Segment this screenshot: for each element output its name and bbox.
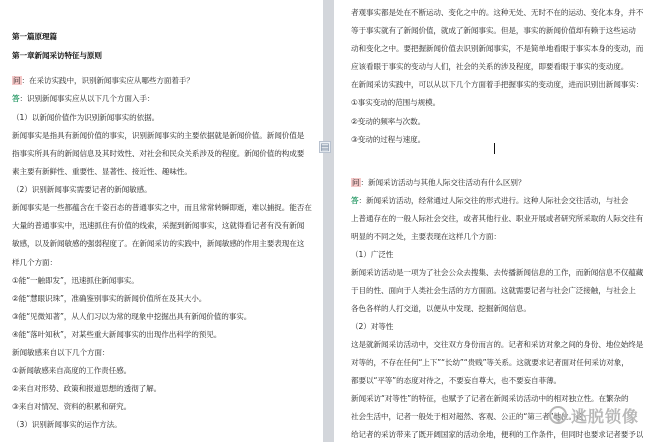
text-line: 于目的性、面向于人类社会生活的方方面面。这就需要记者与社会广泛接触，与社会上 (351, 286, 636, 295)
text-line: 在新闻采访实践中，可以从以下几个方面着手把握事实的变动度，进而识别出新闻事实： (351, 80, 644, 89)
gutter-doc-icon[interactable]: ▤ (320, 142, 330, 153)
answer-2-text: ：新闻采访活动，经常通过人际交往的形式进行。这种人际社会交往活动，与社会 (358, 196, 629, 205)
text-line: 明显的不同之处，主要表现在这样几个方面： (351, 232, 501, 241)
text-line: 应该看眼于事实的变动与人们，社会的关系的涉及程度，即要看眼于事实的变动度。 (351, 62, 629, 71)
text-line: ④能“落叶知秋”，对某些重大新闻事实的出现作出科学的预见。 (12, 330, 222, 339)
text-line: 给记者的采访带来了既开阔国家的活动余地，便利的工作条件，但同时也要求记者要予以 (351, 430, 644, 439)
text-line: （1）以新闻价值作为识别新闻事实的依据。 (12, 113, 160, 122)
watermark-logo-icon (549, 406, 567, 424)
text-line: 新闻采访活动是一项为了社会公众去搜集、去传播新闻信息的工作，而新闻信息不仅蕴藏 (351, 268, 644, 277)
text-line: ②能“慧眼识珠”，准确鉴别事实的新闻价值所在及其大小。 (12, 294, 207, 303)
part-title: 第一篇原理篇 (12, 32, 57, 41)
watermark (549, 402, 659, 430)
text-line: ②来自对形势、政策和报道思想的透彻了解。 (12, 384, 162, 393)
question-1-text: ：在采访实践中，识别新闻事实应从哪些方面着手？ (21, 76, 194, 85)
text-line: ①事实变动的范围与规模。 (351, 98, 441, 107)
text-line: （2）识别新闻事实需要记者的新闻敏感。 (12, 185, 152, 194)
answer-2 (351, 196, 628, 206)
answer-2-label: 答 (351, 196, 359, 205)
text-line: 这是就新闻采访活动中，交往双方身份而言的。记者和采访对象之间的身份、地位始终是 (351, 340, 644, 349)
question-2-label: 问 (352, 178, 360, 187)
watermark-text: 逃脱锁像 (571, 407, 640, 426)
text-line: ③变动的过程与速度。 (351, 135, 426, 144)
text-line: 样几个方面： (12, 258, 57, 267)
chapter-title: 第一章新闻采访特征与原则 (12, 51, 102, 60)
text-line: 新闻事实是一些都蕴含在千姿百态的普通事实之中，而且常常转瞬即逝，难以捕捉。能否在 (12, 203, 312, 212)
question-2-text: ：新闻采访活动与其他人际交往活动有什么区别？ (360, 178, 526, 187)
text-line: 等于事实就有了新闻价值，就成了新闻事实。但是，事实的新闻价值却有赖于这些运动 (351, 26, 636, 35)
text-line: ②变动的频率与次数。 (351, 117, 426, 126)
text-line: 对等的，不存在任何“上下”“长幼”“贵贱”等关系。这就要求记者面对任何采访对象， (351, 358, 629, 367)
text-line: ①新闻敏感来自高度的工作责任感。 (12, 366, 132, 375)
text-line: （1）广泛性 (351, 250, 394, 259)
answer-1-text: ：识别新闻事实应从以下几个方面入手： (19, 94, 155, 103)
text-line: 指事实所具有的新闻信息及其时效性、对社会和民众关系涉及的程度。新闻价值的构成要 (12, 149, 305, 158)
question-1 (12, 76, 194, 86)
text-line: （3）识别新闻事实的运作方法。 (12, 420, 122, 429)
left-page (0, 0, 323, 442)
right-page (334, 0, 660, 442)
text-line: ③能“见微知著”，从人们习以为常的现象中挖掘出具有新闻价值的事实。 (12, 312, 252, 321)
text-line: 敏感，以及新闻敏感的强弱程度了。在新闻采访的实践中，新闻敏感的作用主要表现在这 (12, 239, 305, 248)
text-line: 各色各样的人打交道，以便从中发现、挖掘新闻信息。 (351, 304, 531, 313)
text-line: 大量的普通事实中，迅速抓住有价值的线索，采掘到新闻事实，这就得看记者有没有新闻 (12, 221, 305, 230)
text-line: 者观事实都是处在不断运动、变化之中的。这种无处、无时不在的运动、变化本身，并不 (351, 8, 644, 17)
text-line: ③来自对情况、资料的积累和研究。 (12, 402, 132, 411)
text-line: ①能“一触即发”，迅速抓住新闻事实。 (12, 276, 139, 285)
text-line: 新闻采访“对等性”的特征，也赋予了记者在新闻采访活动中的相对独立性。在繁杂的 (351, 394, 629, 403)
text-line: 新闻事实是指具有新闻价值的事实，识别新闻事实的主要依据就是新闻价值。新闻价值是 (12, 131, 305, 140)
answer-1-label: 答 (12, 94, 20, 103)
answer-1 (12, 94, 154, 104)
text-line: （2）对等性 (351, 322, 394, 331)
question-2 (351, 178, 525, 188)
text-line: 动和变化之中。要把握新闻价值去识别新闻事实，不是简单地看眼于事实本身的变动，而 (351, 44, 644, 53)
text-cursor (494, 143, 495, 154)
text-line: 上普通存在的一般人际社会交往，或者其他行业、职业开展或者研究所采取的人际交往有 (351, 214, 644, 223)
text-line: 新闻敏感来自以下几个方面： (12, 348, 110, 357)
question-1-label: 问 (13, 76, 21, 85)
text-line: 社会生活中，记者一般处于相对超然、客观、公正的“第三者”地位。这一 (351, 412, 591, 421)
page-gap (323, 0, 334, 442)
text-line: 素主要有新鲜性、重要性、显著性、接近性、趣味性。 (12, 167, 192, 176)
text-line: 都要以“平等”的态度对待之，不要妄自尊大，也不要妄自菲薄。 (351, 376, 561, 385)
